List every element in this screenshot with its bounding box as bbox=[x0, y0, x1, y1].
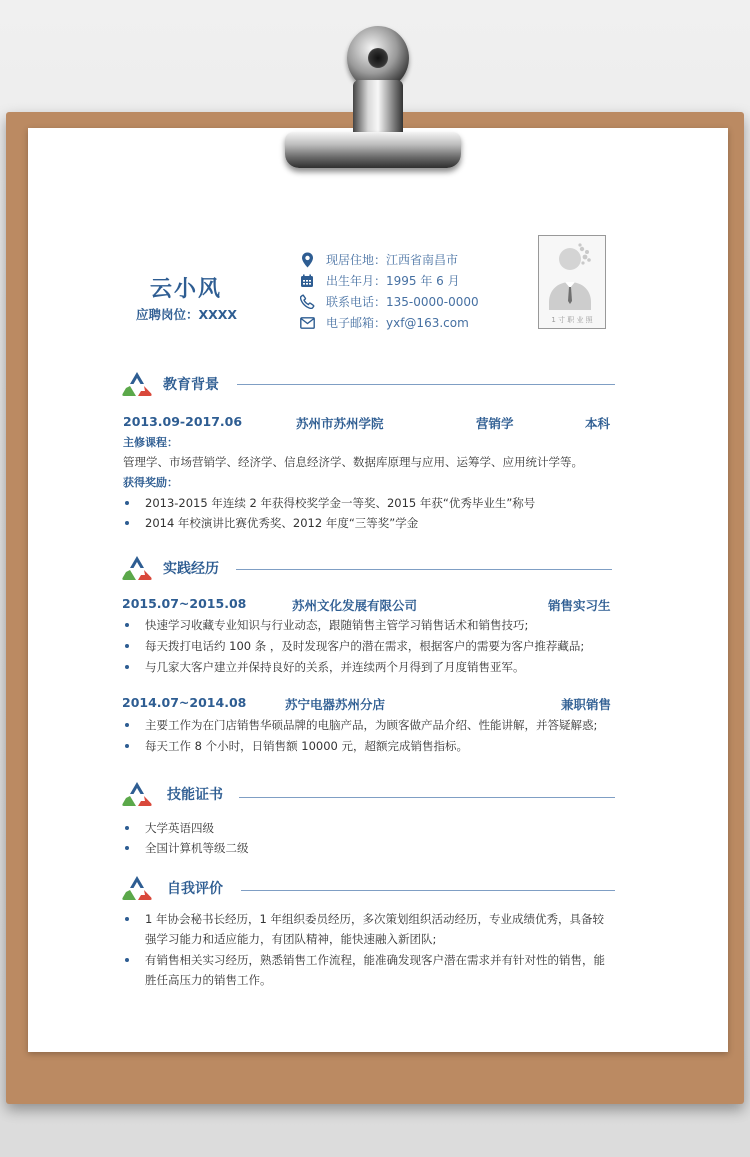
list-item: 每天拨打电话约 100 条 ，及时发现客户的潜在需求，根据客户的需要为客户推荐藏品; bbox=[123, 636, 584, 657]
contact-email-text: 电子邮箱：yxf@163.com bbox=[326, 316, 469, 330]
recycle-triangle-icon bbox=[121, 554, 153, 582]
section-experience bbox=[121, 553, 219, 583]
binder-clip-base bbox=[285, 132, 461, 168]
job-1-period: 2015.07~2015.08 bbox=[122, 596, 247, 611]
list-item: 有销售相关实习经历，熟悉销售工作流程，能准确发现客户潜在需求并有针对性的销售，能 胜任高压力的销售工作。 bbox=[123, 950, 605, 990]
candidate-name: 云小风 bbox=[150, 277, 223, 302]
section-divider bbox=[239, 797, 615, 798]
recycle-triangle-icon bbox=[121, 370, 153, 398]
binder-clip-neck bbox=[353, 80, 403, 138]
education-degree: 本科 bbox=[585, 416, 611, 431]
section-divider bbox=[236, 569, 612, 570]
courses-label: 主修课程： bbox=[123, 436, 178, 449]
photo-caption: 1 寸 职 业 照 bbox=[551, 316, 593, 324]
education-school: 苏州市苏州学院 bbox=[296, 416, 384, 431]
section-education bbox=[121, 369, 219, 399]
section-divider bbox=[241, 890, 615, 891]
job-1-role: 销售实习生 bbox=[548, 598, 611, 613]
job-2-company: 苏宁电器苏州分店 bbox=[285, 697, 386, 712]
awards-list bbox=[123, 493, 535, 533]
contact-address bbox=[298, 249, 479, 270]
section-self-eval-title: 自我评价 bbox=[167, 881, 223, 897]
applied-position: 应聘岗位：XXXX bbox=[136, 307, 238, 322]
list-item: 2013-2015 年连续 2 年获得校奖学金一等奖、2015 年获“优秀毕业生”称号 bbox=[123, 493, 535, 513]
job-2-duties bbox=[123, 715, 597, 757]
calendar-icon bbox=[298, 273, 316, 289]
list-item: 每天工作 8 个小时，日销售额 10000 元，超额完成销售指标。 bbox=[123, 736, 597, 757]
section-education-title: 教育背景 bbox=[163, 377, 219, 393]
list-item: 1 年协会秘书长经历，1 年组织委员经历，多次策划组织活动经历，专业成绩优秀，具备较 强学习能力和适应能力，有团队精神，能快速融入新团队; bbox=[123, 909, 605, 949]
list-item: 全国计算机等级二级 bbox=[123, 838, 249, 858]
list-item: 2014 年校演讲比赛优秀奖、2012 年度“三等奖”学金 bbox=[123, 513, 535, 533]
job-2-role: 兼职销售 bbox=[561, 697, 612, 712]
courses-text: 管理学、市场营销学、经济学、信息经济学、数据库原理与应用、运筹学、应用统计学等。 bbox=[123, 455, 583, 469]
skills-list bbox=[123, 818, 249, 858]
list-item: 主要工作为在门店销售华硕品牌的电脑产品，为顾客做产品介绍、性能讲解，并答疑解惑; bbox=[123, 715, 597, 736]
section-divider bbox=[237, 384, 615, 385]
contact-email bbox=[298, 312, 479, 333]
photo-placeholder bbox=[538, 235, 606, 329]
job-1-duties bbox=[123, 615, 584, 678]
section-experience-title: 实践经历 bbox=[163, 561, 219, 577]
location-pin-icon bbox=[298, 252, 316, 268]
section-self-eval bbox=[121, 873, 223, 903]
recycle-triangle-icon bbox=[121, 780, 153, 808]
awards-label: 获得奖励： bbox=[123, 476, 178, 489]
self-eval-list bbox=[123, 909, 605, 990]
job-2-period: 2014.07~2014.08 bbox=[122, 695, 247, 710]
person-silhouette-icon bbox=[539, 236, 605, 316]
list-item: 大学英语四级 bbox=[123, 818, 249, 838]
mail-icon bbox=[298, 315, 316, 331]
contact-phone-text: 联系电话：135-0000-0000 bbox=[326, 295, 479, 309]
contact-info bbox=[298, 249, 479, 333]
contact-birth-text: 出生年月：1995 年 6 月 bbox=[326, 274, 460, 288]
contact-phone bbox=[298, 291, 479, 312]
list-item: 快速学习收藏专业知识与行业动态，跟随销售主管学习销售话术和销售技巧; bbox=[123, 615, 584, 636]
section-skills bbox=[121, 779, 223, 809]
section-skills-title: 技能证书 bbox=[167, 787, 223, 803]
list-item: 与几家大客户建立并保持良好的关系，并连续两个月得到了月度销售亚军。 bbox=[123, 657, 584, 678]
phone-icon bbox=[298, 294, 316, 310]
contact-birth bbox=[298, 270, 479, 291]
education-major: 营销学 bbox=[476, 416, 514, 431]
contact-address-text: 现居住地：江西省南昌市 bbox=[326, 253, 459, 267]
job-1-company: 苏州文化发展有限公司 bbox=[292, 598, 418, 613]
recycle-triangle-icon bbox=[121, 874, 153, 902]
education-period: 2013.09-2017.06 bbox=[123, 414, 243, 429]
